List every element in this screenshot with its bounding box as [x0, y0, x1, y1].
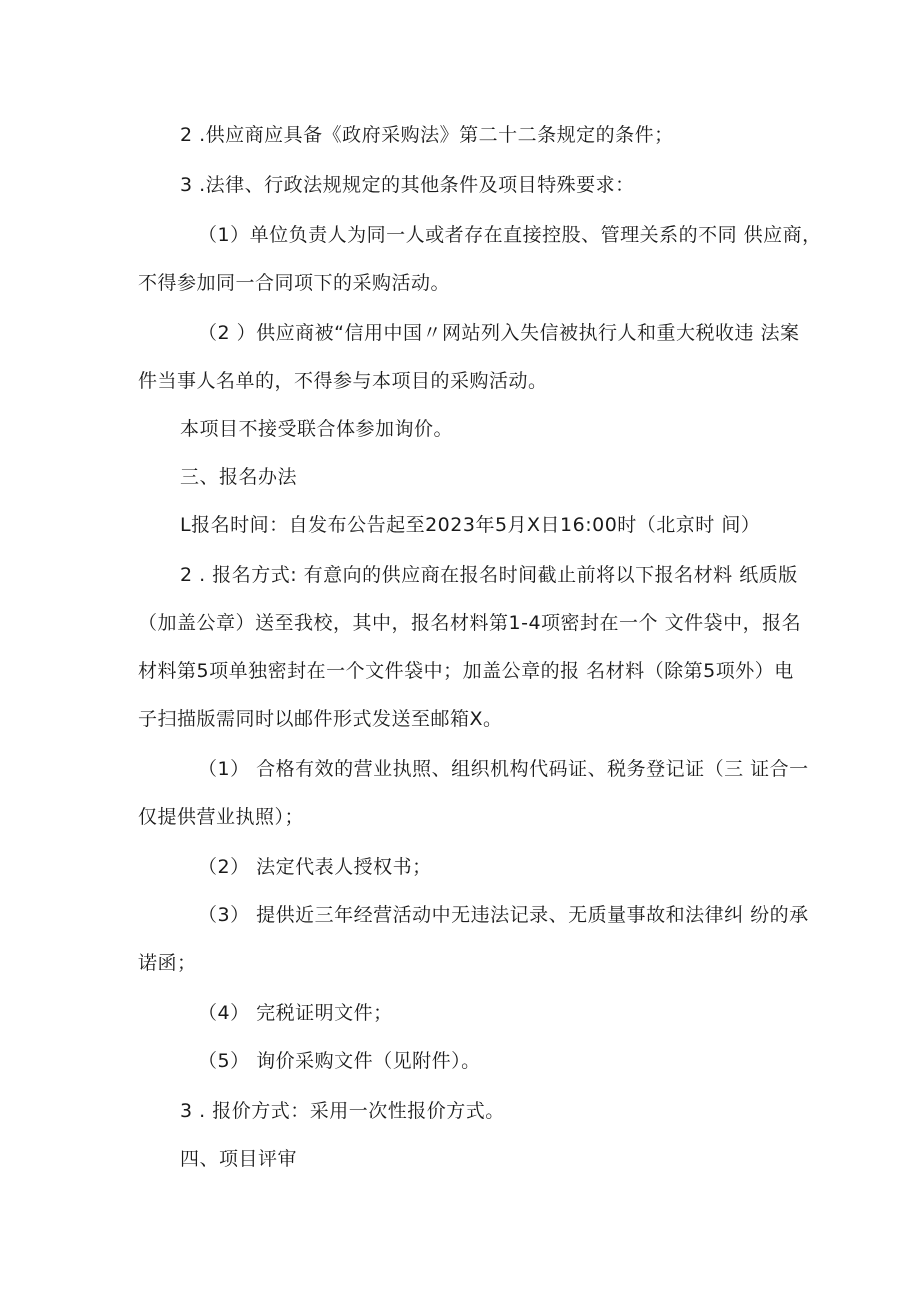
registration-time: L报名时间：自发布公告起至2023年5月X日16:00时（北京时 间） [180, 514, 761, 536]
material-1-line-2: 仅提供营业执照）； [138, 806, 305, 828]
requirement-2-line-2: 件当事人名单的，不得参与本项目的采购活动。 [138, 370, 548, 392]
no-consortium-note: 本项目不接受联合体参加询价。 [180, 418, 454, 440]
section-4-heading: 四、项目评审 [180, 1148, 298, 1170]
registration-method-line-2: （加盖公章）送至我校，其中，报名材料第1-4项密封在一个 文件袋中，报名 [138, 612, 802, 634]
registration-method-line-3: 材料第5项单独密封在一个文件袋中；加盖公章的报 名材料（除第5项外）电 [138, 660, 794, 682]
material-4: （4） 完税证明文件； [198, 1002, 393, 1024]
section-3-heading: 三、报名办法 [180, 466, 298, 488]
material-3-line-2: 诺函； [138, 952, 197, 974]
material-2: （2） 法定代表人授权书； [198, 856, 432, 878]
material-5: （5） 询价采购文件（见附件）。 [198, 1050, 481, 1072]
material-1-line-1: （1） 合格有效的营业执照、组织机构代码证、税务登记证（三 证合一 [198, 758, 809, 780]
registration-method-line-1: 2 . 报名方式: 有意向的供应商在报名时间截止前将以下报名材料 纸质版 [180, 564, 798, 586]
requirement-2-line-1: （2 ）供应商被“信用中国〃网站列入失信被执行人和重大税收违 法案 [198, 322, 800, 344]
quotation-method: 3 . 报价方式：采用一次性报价方式。 [180, 1100, 505, 1122]
material-3-line-1: （3） 提供近三年经营活动中无违法记录、无质量事故和法律纠 纷的承 [198, 904, 809, 926]
item-2-supplier-conditions: 2 .供应商应具备《政府采购法》第二十二条规定的条件； [180, 124, 674, 146]
requirement-1-line-2: 不得参加同一合同项下的采购活动。 [138, 272, 451, 294]
requirement-1-line-1: （1）单位负责人为同一人或者存在直接控股、管理关系的不同 供应商， [198, 224, 822, 246]
registration-method-line-4: 子扫描版需同时以邮件形式发送至邮箱X。 [138, 708, 503, 730]
item-3-legal-requirements: 3 .法律、行政法规规定的其他条件及项目特殊要求： [180, 174, 635, 196]
